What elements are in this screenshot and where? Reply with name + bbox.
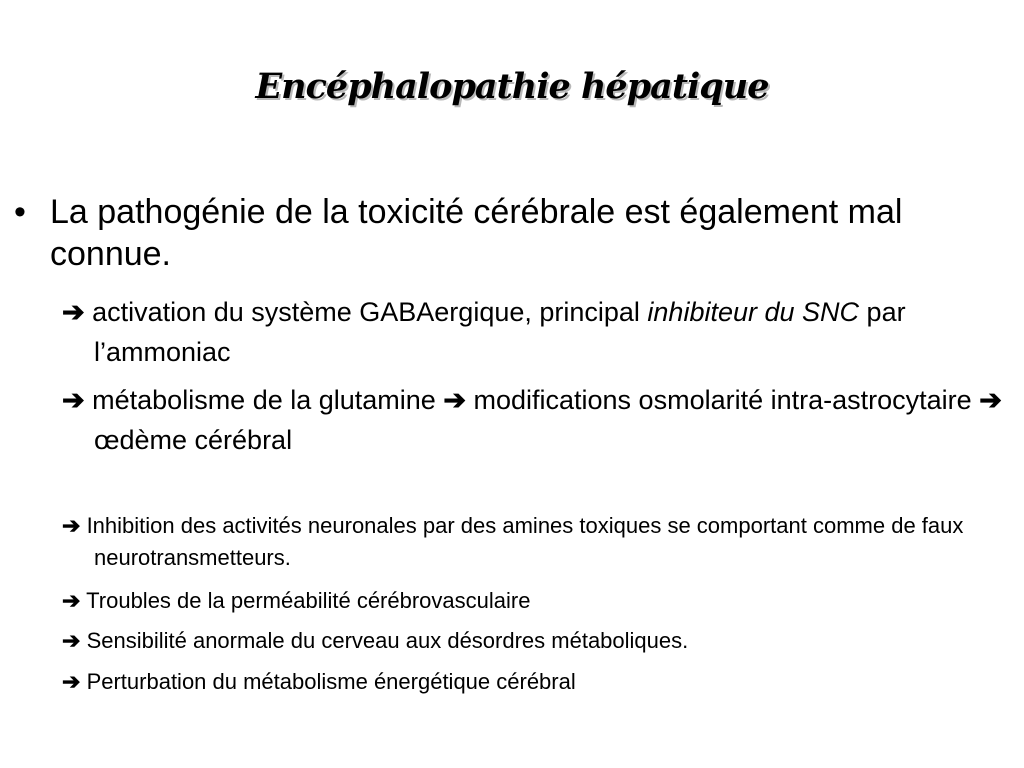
sub-bullet-text: Perturbation du métabolisme énergétique cérébral: [86, 669, 576, 694]
arrow-right-icon: ➔: [62, 297, 85, 327]
sub-bullet-italic: inhibiteur du SNC: [647, 297, 860, 327]
arrow-right-icon: ➔: [62, 588, 81, 613]
main-bullet: [14, 191, 1004, 275]
sub-bullet-text: œdème cérébral: [94, 425, 293, 455]
sub-bullet-text: Inhibition des activités neuronales par des amines toxiques se comportant comme de faux neurotransmetteurs.: [86, 513, 964, 570]
sub-bullet-permeabilite: [62, 585, 1012, 617]
slide-title: Encéphalopathie hépatique: [255, 66, 769, 107]
sub-bullet-sensibilite: [62, 625, 1012, 657]
arrow-right-icon: ➔: [62, 628, 81, 653]
sub-bullet-text: modifications osmolarité intra-astrocytaire: [473, 385, 972, 415]
sub-bullet-text: Sensibilité anormale du cerveau aux désordres métaboliques.: [86, 628, 689, 653]
sub-bullet-gaba: [62, 292, 1012, 372]
sub-bullet-text: Troubles de la perméabilité cérébrovasculaire: [86, 588, 531, 613]
main-bullet-text: La pathogénie de la toxicité cérébrale est également mal connue.: [50, 193, 903, 273]
bullet-dot-icon: •: [14, 193, 26, 231]
sub-bullet-text-end: par l’ammoniac: [94, 297, 906, 367]
sub-bullet-text: activation du système GABAergique, principal: [92, 297, 648, 327]
arrow-right-icon: ➔: [62, 669, 81, 694]
sub-bullet-metabolisme: [62, 666, 1012, 698]
arrow-right-icon: ➔: [979, 385, 1002, 415]
sub-bullet-text: métabolisme de la glutamine: [92, 385, 436, 415]
arrow-right-icon: ➔: [62, 385, 85, 415]
arrow-right-icon: ➔: [62, 513, 81, 538]
sub-bullet-glutamine: [62, 380, 1012, 460]
arrow-right-icon: ➔: [443, 385, 466, 415]
sub-bullet-amines: [62, 510, 1012, 574]
